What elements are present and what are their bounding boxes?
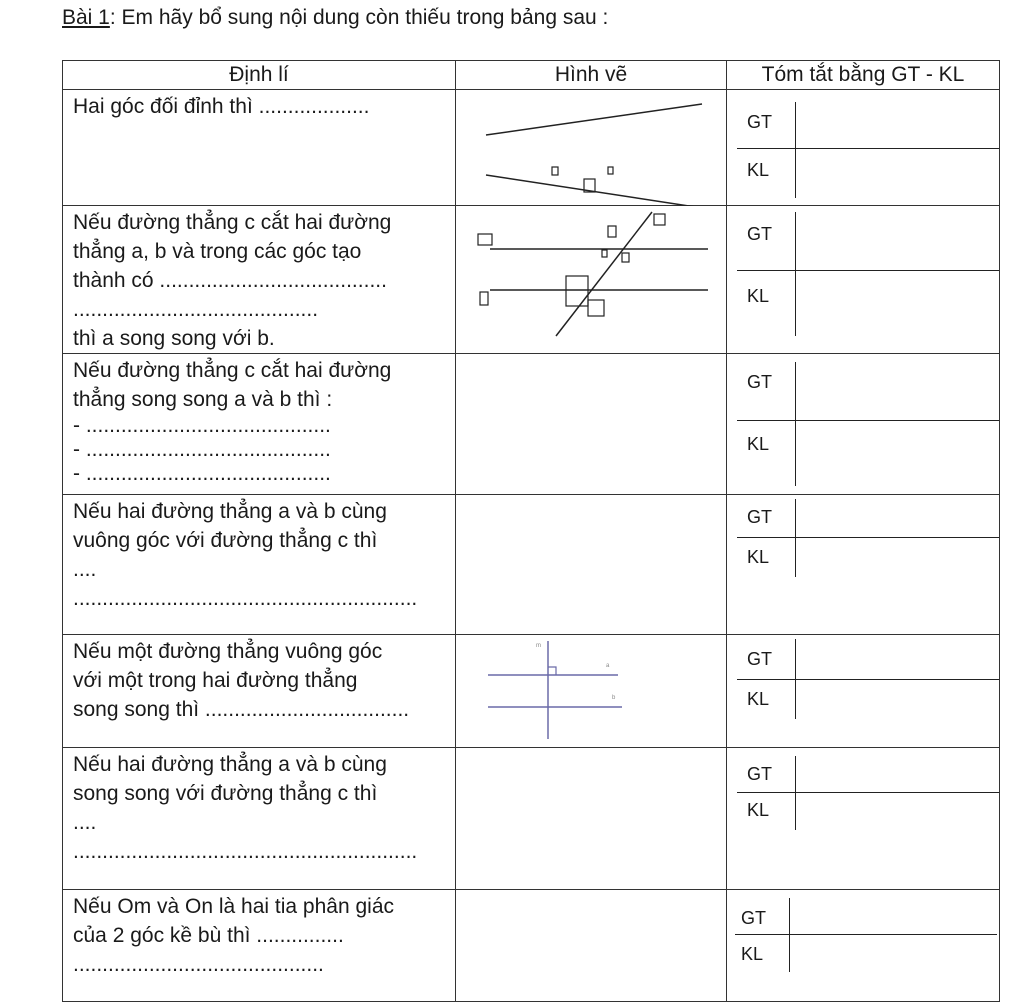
parallel-lines-figure <box>456 206 726 343</box>
theorem-line: - .......................................... <box>73 462 331 485</box>
theorem-cell <box>63 635 456 748</box>
theorem-line: thành có ....................................... <box>73 269 387 292</box>
theorem-line: thẳng a, b và trong các góc tạo <box>73 240 362 263</box>
table-row <box>63 495 1000 635</box>
gt-kl-divider-horizontal <box>737 270 999 271</box>
label-b: b <box>612 695 616 701</box>
gt-label: GT <box>747 764 772 784</box>
theorem-line: - .......................................... <box>73 414 331 437</box>
theorem-line: Nếu hai đường thẳng a và b cùng <box>73 500 387 523</box>
theorem-cell <box>63 890 456 1002</box>
theorem-line: Nếu một đường thẳng vuông góc <box>73 640 383 663</box>
theorem-line: ........................................... <box>73 953 324 976</box>
gt-kl-divider-vertical <box>795 499 796 577</box>
summary-cell <box>727 495 1000 635</box>
theorem-line: .... <box>73 558 97 581</box>
theorem-line: song song với đường thẳng c thì <box>73 782 378 805</box>
theorem-line: Nếu đường thẳng c cắt hai đường <box>73 211 392 234</box>
gt-kl-divider-horizontal <box>735 934 997 935</box>
exercise-number: Bài 1 <box>62 6 110 29</box>
gt-kl-divider-vertical <box>795 756 796 830</box>
summary-cell <box>727 206 1000 354</box>
figure-cell-empty <box>456 890 727 1002</box>
summary-cell <box>727 748 1000 890</box>
gt-kl-divider-vertical <box>795 362 796 486</box>
theorem-line: Nếu đường thẳng c cắt hai đường <box>73 359 392 382</box>
gt-label: GT <box>747 507 772 527</box>
gt-kl-divider-vertical <box>795 212 796 336</box>
theorem-line: Nếu hai đường thẳng a và b cùng <box>73 753 387 776</box>
theorem-line: thì a song song với b. <box>73 327 275 350</box>
kl-label: KL <box>747 800 770 820</box>
gt-label: GT <box>747 224 772 244</box>
theorem-line: Nếu Om và On là hai tia phân giác <box>73 895 395 918</box>
gt-label: GT <box>741 908 766 928</box>
exercise-instruction: : Em hãy bổ sung nội dung còn thiếu trong bảng sau : <box>109 6 609 29</box>
table-row <box>63 206 1000 354</box>
table-row <box>63 890 1000 1002</box>
theorem-cell <box>63 354 456 495</box>
gt-kl-divider-vertical <box>789 898 790 972</box>
gt-kl-divider-vertical <box>795 102 796 198</box>
label-m: m <box>536 643 541 649</box>
theorem-line: song song thì ................................... <box>73 698 410 721</box>
theorem-line: ........................................................... <box>73 587 418 610</box>
table-row <box>63 748 1000 890</box>
gt-kl-divider-horizontal <box>737 420 999 421</box>
figure-cell <box>456 206 727 354</box>
theorem-line: .......................................... <box>73 298 319 321</box>
table-row <box>63 90 1000 206</box>
theorem-line: - .......................................... <box>73 438 331 461</box>
vertical-angles-figure <box>456 90 726 206</box>
figure-cell <box>456 635 727 748</box>
gt-kl-divider-horizontal <box>737 679 999 680</box>
theorem-line: với một trong hai đường thẳng <box>73 669 358 692</box>
gt-label: GT <box>747 649 772 669</box>
kl-label: KL <box>747 547 770 567</box>
figure-cell-empty <box>456 748 727 890</box>
summary-cell <box>727 354 1000 495</box>
kl-label: KL <box>747 434 770 454</box>
theorem-cell <box>63 495 456 635</box>
theorem-line: của 2 góc kề bù thì ............... <box>73 924 344 947</box>
gt-label: GT <box>747 112 772 132</box>
gt-kl-divider-horizontal <box>737 792 999 793</box>
theorem-cell <box>63 748 456 890</box>
figure-cell-empty <box>456 495 727 635</box>
theorem-cell <box>63 90 456 206</box>
gt-label: GT <box>747 372 772 392</box>
theorem-line: Hai góc đối đỉnh thì ................... <box>73 95 370 118</box>
header-summary: Tóm tắt bằng GT - KL <box>727 61 1000 90</box>
theorem-table <box>62 60 1000 1002</box>
exercise-title <box>62 6 608 30</box>
figure-cell <box>456 90 727 206</box>
theorem-line: thẳng song song a và b thì : <box>73 388 333 411</box>
label-a: a <box>606 663 610 669</box>
gt-kl-divider-horizontal <box>737 148 999 149</box>
perpendicular-lines-figure <box>456 635 726 748</box>
table-row <box>63 354 1000 495</box>
header-figure: Hình vẽ <box>456 61 727 90</box>
kl-label: KL <box>747 286 770 306</box>
gt-kl-divider-horizontal <box>737 537 999 538</box>
theorem-line: .... <box>73 811 97 834</box>
summary-cell <box>727 635 1000 748</box>
kl-label: KL <box>747 689 770 709</box>
theorem-line: vuông góc với đường thẳng c thì <box>73 529 378 552</box>
kl-label: KL <box>741 944 764 964</box>
table-header-row <box>63 61 1000 90</box>
summary-cell <box>727 890 1000 1002</box>
theorem-line: ........................................................... <box>73 840 418 863</box>
theorem-cell <box>63 206 456 354</box>
kl-label: KL <box>747 160 770 180</box>
header-theorem: Định lí <box>63 61 456 90</box>
figure-cell-empty <box>456 354 727 495</box>
table-row <box>63 635 1000 748</box>
summary-cell <box>727 90 1000 206</box>
